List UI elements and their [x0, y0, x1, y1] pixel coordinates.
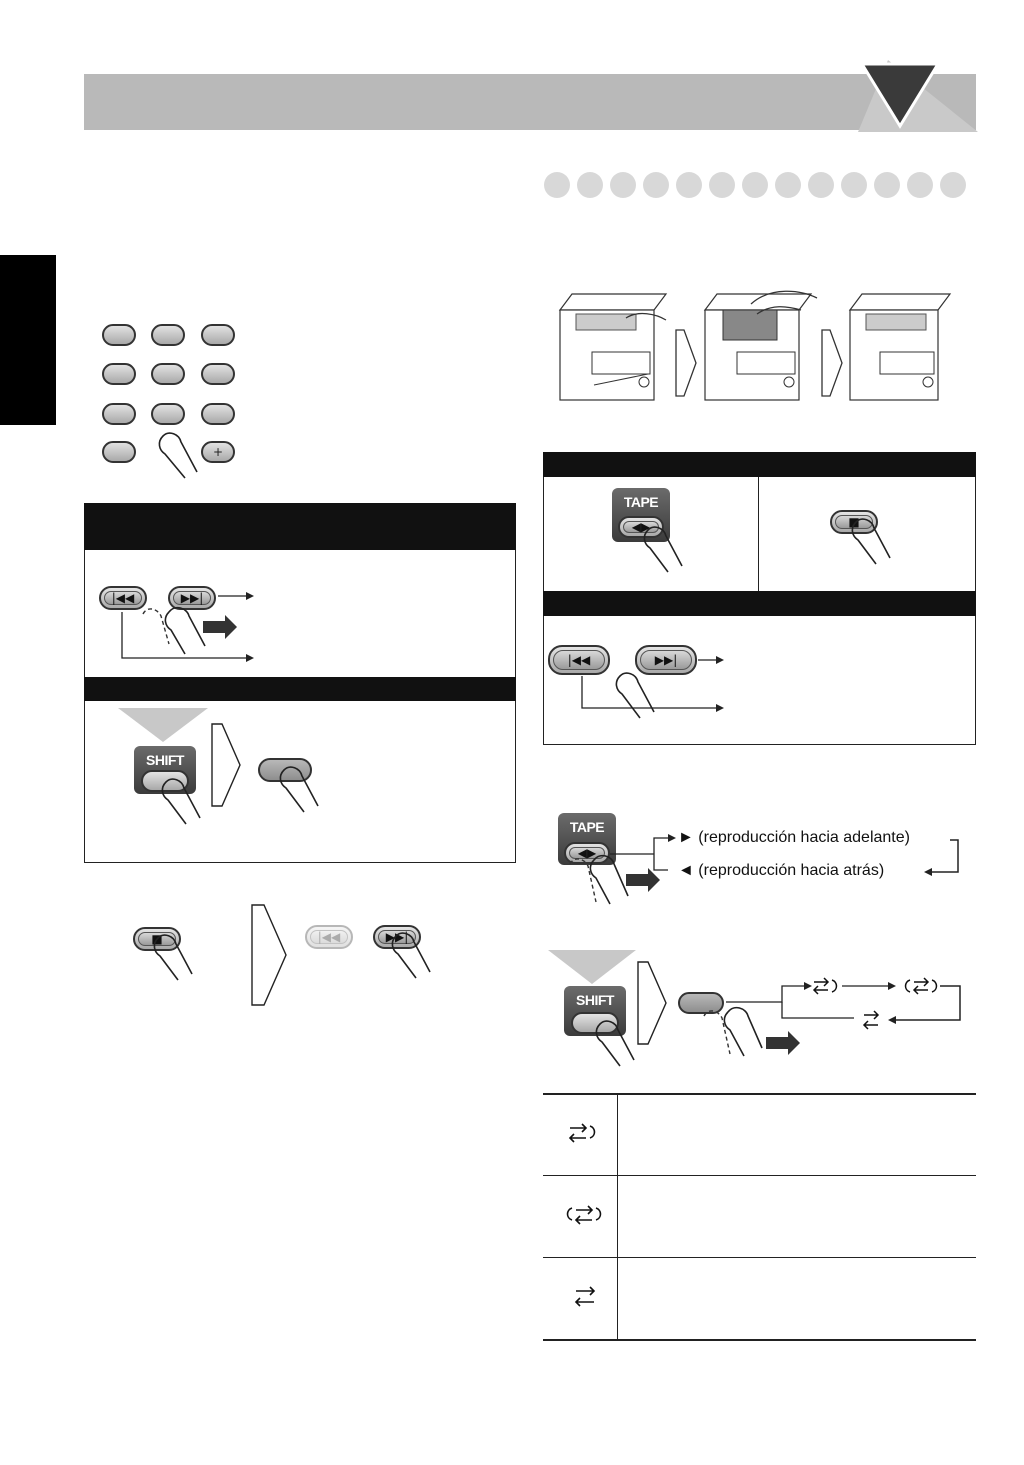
keypad-key[interactable] — [151, 324, 185, 346]
prev-track-label: |◀◀ — [310, 930, 348, 944]
stop-label: ■ — [138, 932, 176, 946]
next-track-label: ▶▶| — [640, 650, 692, 670]
side-language-tab — [0, 255, 56, 425]
repeat-both-sides-icon — [564, 1204, 604, 1226]
stop-label: ■ — [835, 515, 873, 529]
shift-label: SHIFT — [146, 752, 184, 768]
tape-direction-label: ◀▶ — [569, 847, 605, 859]
prev-track-button-disabled — [305, 925, 353, 949]
keypad-key[interactable] — [102, 324, 136, 346]
dot — [841, 172, 867, 198]
dot — [709, 172, 735, 198]
finger-pointer-icon — [388, 932, 448, 982]
deck-loading-illustration — [701, 284, 821, 404]
right-box-header-bar — [543, 452, 976, 477]
right-box-section-bar — [543, 591, 976, 616]
prev-track-label: |◀◀ — [553, 650, 605, 670]
keypad-key[interactable] — [151, 363, 185, 385]
prev-track-label: |◀◀ — [104, 591, 142, 605]
table-top-rule — [543, 1093, 976, 1095]
right-box-divider — [758, 477, 759, 591]
left-box-section-bar — [84, 677, 516, 701]
flow-chevron-icon — [676, 330, 698, 396]
flow-chevron-icon — [212, 724, 242, 806]
light-down-arrow-icon — [548, 950, 636, 984]
flow-chevron-icon — [822, 330, 844, 396]
dot — [808, 172, 834, 198]
table-column-divider — [617, 1094, 618, 1340]
deck-closed-illustration — [846, 290, 956, 404]
deck-closed-illustration — [556, 290, 676, 404]
keypad-key[interactable] — [201, 324, 235, 346]
finger-pointer-icon — [155, 432, 215, 482]
dot — [577, 172, 603, 198]
keypad-key[interactable] — [201, 363, 235, 385]
table-bottom-rule — [543, 1339, 976, 1341]
header-corner-triangle-icon — [858, 60, 978, 132]
keypad-key[interactable] — [102, 441, 136, 463]
header-band — [84, 74, 976, 130]
dot — [874, 172, 900, 198]
shift-label: SHIFT — [576, 992, 614, 1008]
dot — [643, 172, 669, 198]
dot — [610, 172, 636, 198]
next-track-label: ▶▶| — [173, 591, 211, 605]
repeat-both-sides-icon — [902, 976, 938, 996]
keypad-key[interactable] — [102, 403, 136, 425]
reverse-play-label: ◄ (reproducción hacia atrás) — [678, 862, 885, 879]
flow-chevron-icon — [638, 962, 668, 1044]
tape-label: TAPE — [569, 819, 605, 835]
dot — [676, 172, 702, 198]
finger-pointer-icon — [640, 526, 700, 576]
finger-pointer-icon — [158, 778, 218, 828]
finger-pointer-icon — [612, 672, 672, 722]
press-hold-arrow-icon — [203, 615, 239, 639]
table-row-divider — [543, 1175, 976, 1176]
dot — [742, 172, 768, 198]
forward-play-label: ► (reproducción hacia adelante) — [678, 829, 910, 846]
flow-chevron-icon — [252, 905, 288, 1005]
table-row-divider — [543, 1257, 976, 1258]
one-pass-both-sides-icon — [574, 1286, 598, 1308]
keypad-key[interactable] — [151, 403, 185, 425]
keypad-key[interactable] — [102, 363, 136, 385]
dot — [907, 172, 933, 198]
dot — [940, 172, 966, 198]
dot — [544, 172, 570, 198]
light-down-arrow-icon — [118, 708, 208, 742]
left-box-header-bar — [84, 503, 516, 550]
next-track-label: ▶▶| — [378, 930, 416, 944]
tape-direction-label: ◀▶ — [623, 521, 659, 533]
dot — [775, 172, 801, 198]
plus-label: + — [212, 445, 224, 459]
keypad-key[interactable] — [201, 403, 235, 425]
finger-pointer-icon — [150, 934, 210, 984]
tape-label: TAPE — [623, 494, 659, 510]
repeat-one-side-icon — [568, 1122, 598, 1144]
repeat-one-side-icon — [812, 976, 838, 996]
finger-pointer-icon — [848, 518, 908, 568]
finger-pointer-icon — [276, 766, 336, 816]
one-pass-both-sides-icon — [862, 1010, 882, 1030]
